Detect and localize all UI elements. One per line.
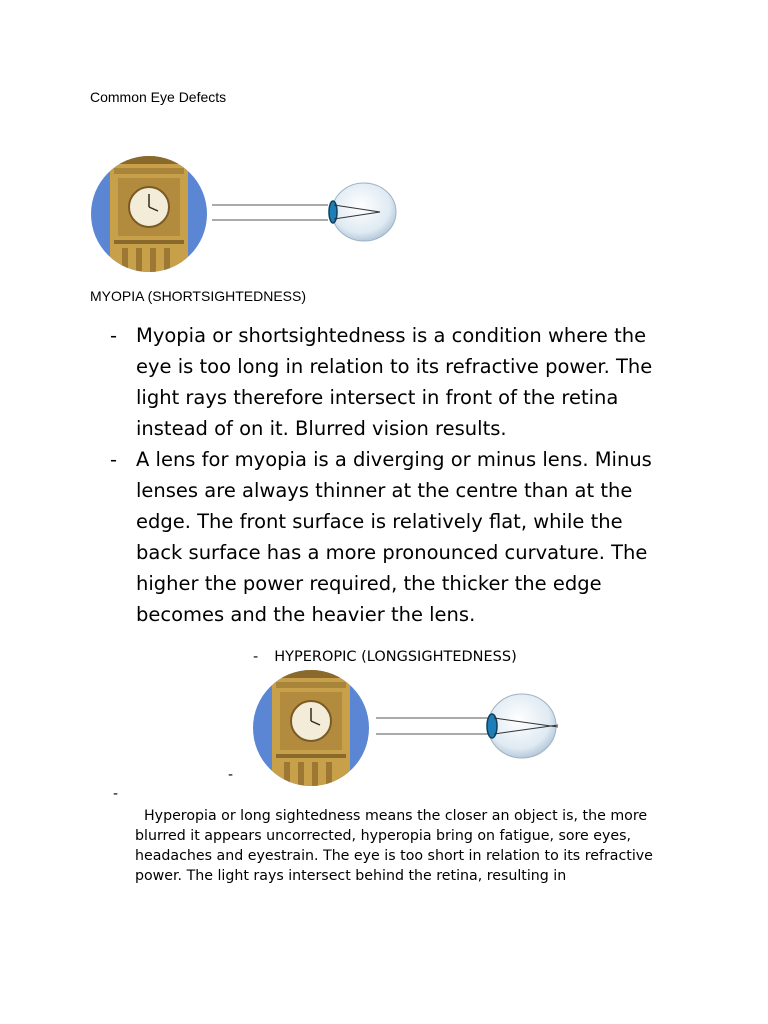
clock-tower-icon <box>253 668 369 790</box>
list-item: - A lens for myopia is a diverging or minus lens. Minus lenses are always thinner at the centre than at the edge. The front surface is relatively flat, while the back surface has a more pronounced curvature. The higher the power required, the thicker the edge becomes and the heavier the lens. <box>110 448 652 626</box>
myopia-point-1: Myopia or shortsightedness is a condition where the eye is too long in relation to its refractive power. The light rays therefore intersect in front of the retina instead of on it. Blurred vision results. <box>136 324 653 440</box>
hyperopia-heading <box>253 649 517 665</box>
document-title: Common Eye Defects <box>90 89 227 105</box>
hyperopia-diagram <box>252 668 562 790</box>
clock-tower-icon <box>91 154 207 276</box>
hyperopia-heading-marker: - <box>253 649 259 665</box>
myopia-heading: MYOPIA (SHORTSIGHTEDNESS) <box>90 288 306 304</box>
myopia-points <box>110 320 670 630</box>
eye-icon <box>329 183 396 241</box>
myopia-diagram <box>88 154 408 276</box>
eye-icon <box>487 694 558 758</box>
hyperopia-heading-text: HYPEROPIC (LONGSIGHTEDNESS) <box>274 649 517 665</box>
myopia-diagram-svg <box>88 154 408 276</box>
stray-marker: - <box>228 767 234 783</box>
hyperopia-paragraph: Hyperopia or long sightedness means the closer an object is, the more blurred it appears uncorrected, hyperopia bring on fatigue, sore eyes, headaches and eyestrain. The eye is too short in relation to its refractive power. The light rays intersect behind the retina, resulting in <box>135 808 653 884</box>
light-rays <box>212 205 328 220</box>
stray-marker: - <box>113 786 119 802</box>
myopia-point-2: A lens for myopia is a diverging or minus lens. Minus lenses are always thinner at the centre than at the edge. The front surface is relatively flat, while the back surface has a more pronounced curvature. The higher the power required, the thicker the edge becomes and the heavier the lens. <box>136 448 652 626</box>
list-item: - Myopia or shortsightedness is a condition where the eye is too long in relation to its refractive power. The light rays therefore intersect in front of the retina instead of on it. Blurred vision results. <box>110 324 653 440</box>
light-rays <box>376 718 490 734</box>
hyperopia-diagram-svg <box>252 668 562 790</box>
